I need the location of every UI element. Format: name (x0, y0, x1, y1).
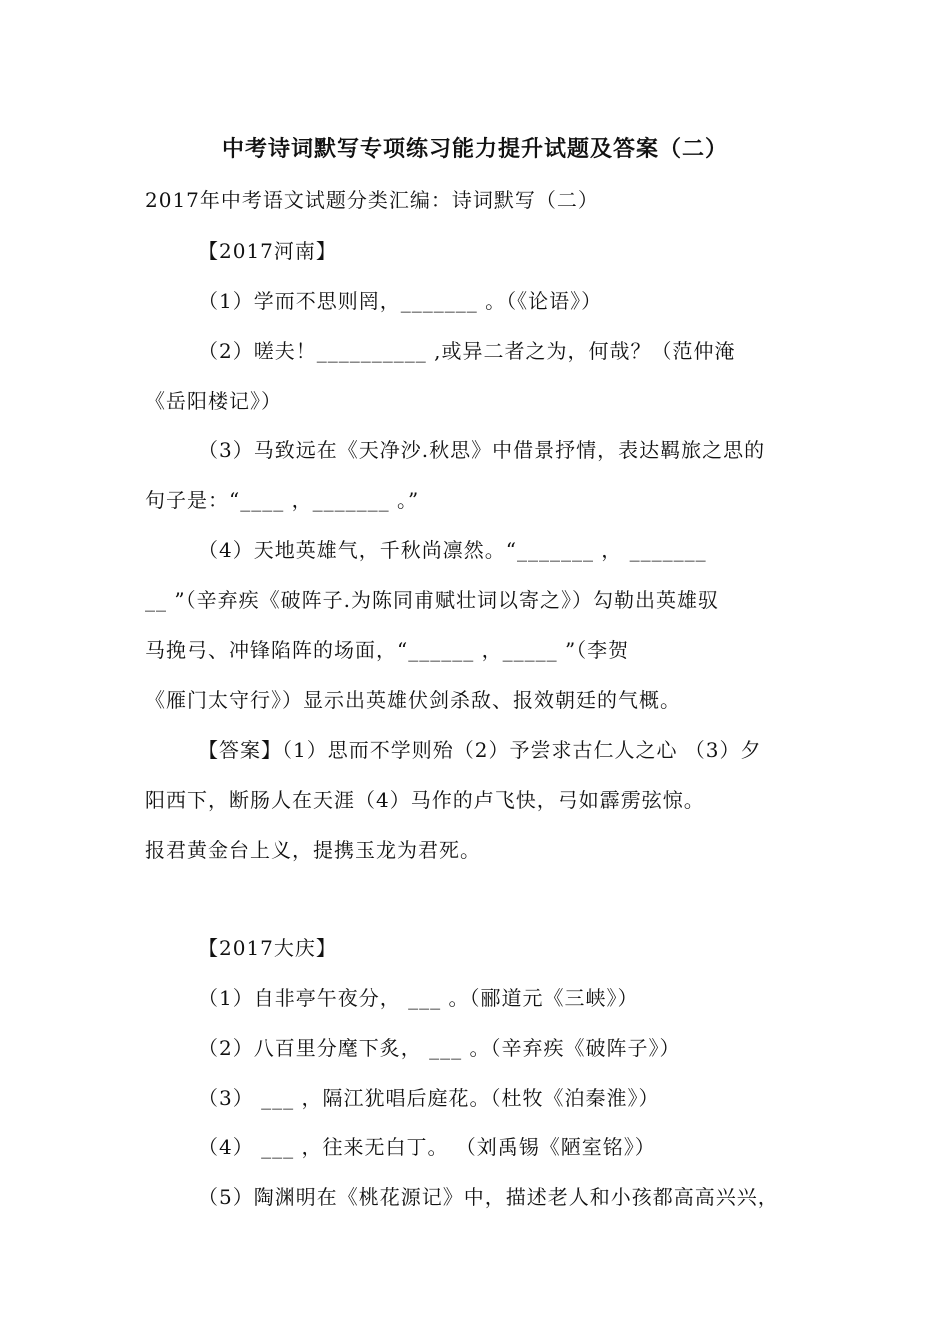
daqing-question-5: （5）陶渊明在《桃花源记》中，描述老人和小孩都高高兴兴， (198, 1185, 779, 1209)
henan-question-3-line-1: （3）马致远在《天净沙.秋思》中借景抒情，表达羁旅之思的 (198, 438, 766, 462)
henan-answer-line-2: 阳西下，断肠人在天涯（4）马作的卢飞快，弓如霹雳弦惊。 (145, 788, 705, 812)
document-subtitle: 2017年中考语文试题分类汇编：诗词默写（二） (145, 188, 599, 212)
daqing-question-4: （4） ___ ，往来无白丁。 （刘禹锡《陋室铭》） (198, 1135, 656, 1159)
section-header-henan: 【2017河南】 (198, 239, 337, 263)
page-title: 中考诗词默写专项练习能力提升试题及答案（二） (221, 137, 728, 162)
section-header-daqing: 【2017大庆】 (198, 936, 337, 960)
henan-question-4-line-2: __ ”（辛弃疾《破阵子.为陈同甫赋壮词以寄之》）勾勒出英雄驭 (145, 588, 719, 612)
henan-question-2-line-1: （2）嗟夫！__________ ,或异二者之为，何哉？（范仲淹 (198, 339, 736, 363)
henan-question-4-line-4: 《雁门太守行》）显示出英雄伏剑杀敌、报效朝廷的气概。 (145, 688, 681, 712)
henan-question-3-line-2: 句子是：“____ ，_______ 。” (145, 488, 420, 512)
henan-question-1: （1）学而不思则罔，_______ 。（《论语》） (198, 289, 603, 313)
henan-question-4-line-1: （4）天地英雄气，千秋尚凛然。“_______ ， _______ (198, 538, 707, 562)
daqing-question-1: （1）自非亭午夜分， ___ 。（郦道元《三峡》） (198, 986, 639, 1010)
henan-question-2-line-2: 《岳阳楼记》） (145, 389, 282, 413)
henan-answer-line-1: 【答案】（1）思而不学则殆（2）予尝求古仁人之心 （3）夕 (198, 738, 762, 762)
henan-answer-line-3: 报君黄金台上义，提携玉龙为君死。 (145, 838, 481, 862)
daqing-question-3: （3） ___ ，隔江犹唱后庭花。（杜牧《泊秦淮》） (198, 1086, 660, 1110)
henan-question-4-line-3: 马挽弓、冲锋陷阵的场面，“______ ，_____ ”（李贺 (145, 638, 630, 662)
daqing-question-2: （2）八百里分麾下炙， ___ 。（辛弃疾《破阵子》） (198, 1036, 681, 1060)
